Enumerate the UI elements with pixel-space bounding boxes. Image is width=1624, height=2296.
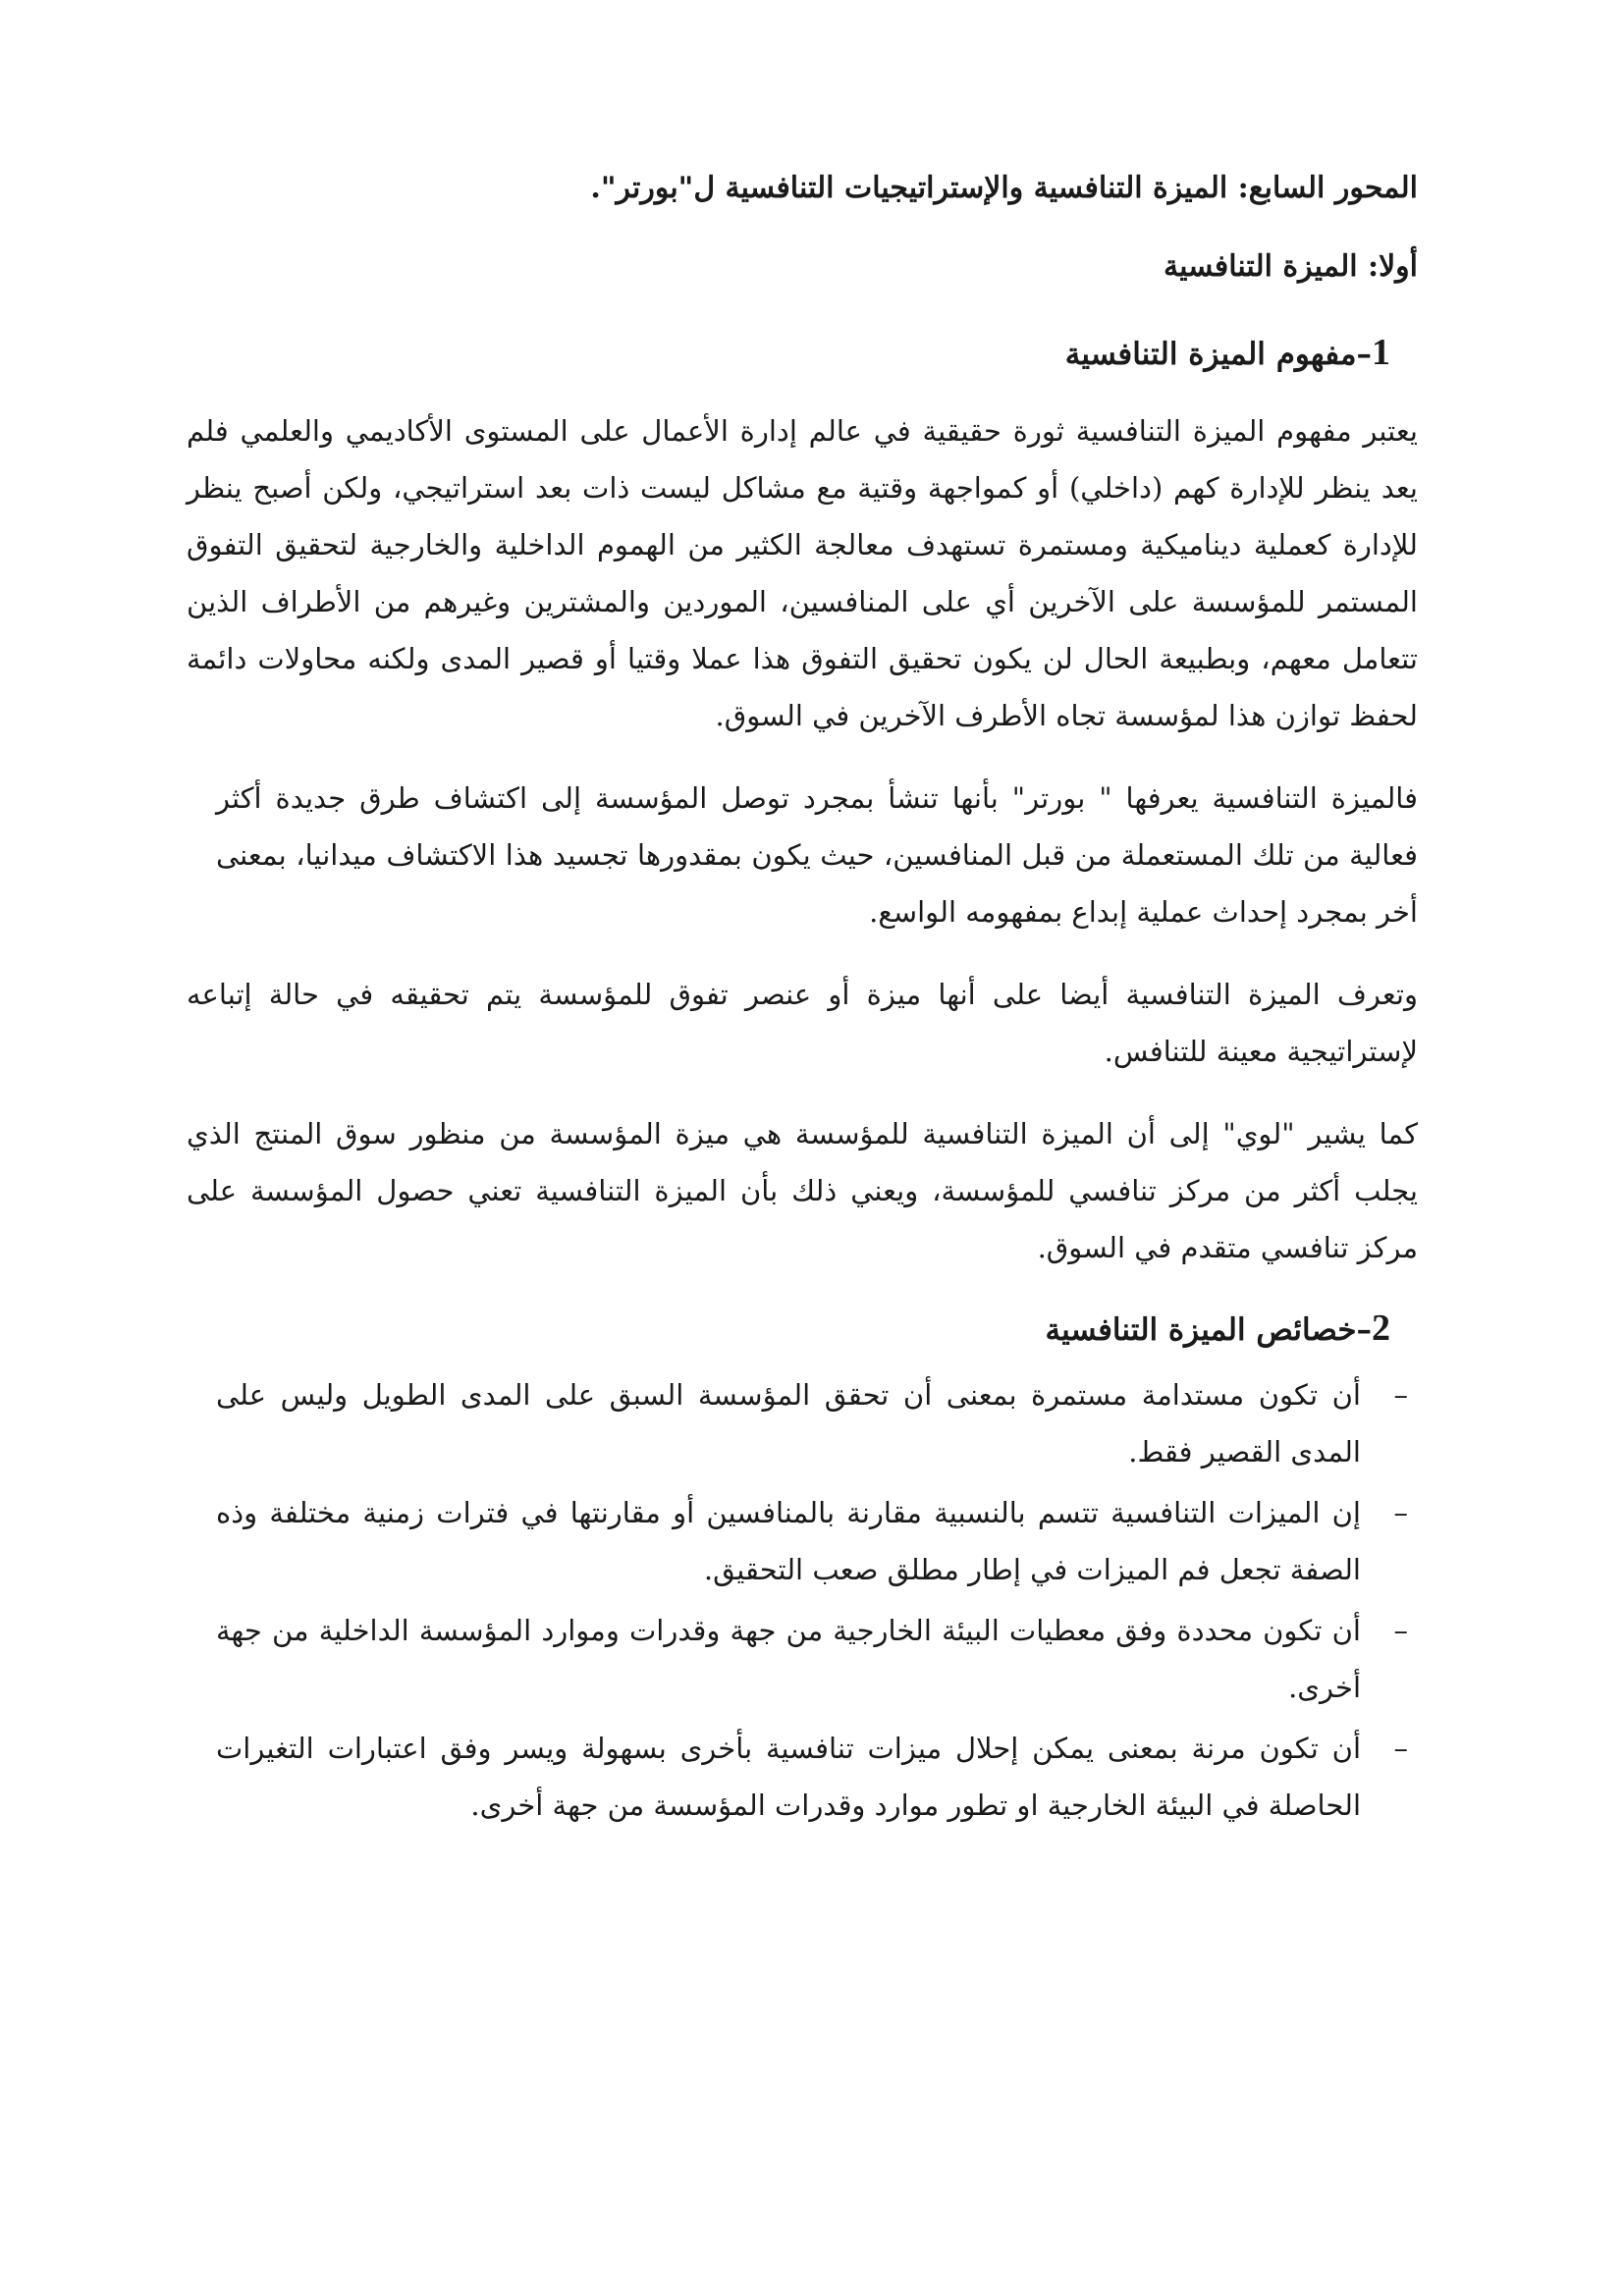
document-page bbox=[187, 147, 1418, 1838]
list-item-text: أن تكون مستدامة مستمرة بمعنى أن تحقق المؤسسة السبق على المدى الطويل وليس على المدى القصير فقط. bbox=[216, 1378, 1361, 1468]
list-item-text: أن تكون مرنة بمعنى يمكن إحلال ميزات تنافسية بأخرى بسهولة ويسر وفق اعتبارات التغيرات الحاصلة في البيئة الخارجية او تطور موارد وقدرات المؤسسة من جهة أخرى. bbox=[216, 1732, 1361, 1822]
paragraph: كما يشير "لوي" إلى أن الميزة التنافسية للمؤسسة هي ميزة المؤسسة من منظور سوق المنتج الذي يجلب أكثر من مركز تنافسي للمؤسسة، ويعني ذلك بأن الميزة التنافسية تعني حصول المؤسسة على مركز تنافسي متقدم في السوق. bbox=[187, 1117, 1418, 1264]
paragraph: وتعرف الميزة التنافسية أيضا على أنها ميزة أو عنصر تفوق للمؤسسة يتم تحقيقه في حالة إتباعه لإستراتيجية معينة للتنافس. bbox=[187, 978, 1418, 1068]
subsection-number: 1 bbox=[1372, 332, 1390, 373]
subsection-heading-1 bbox=[187, 330, 1390, 377]
subsection-label: –مفهوم الميزة التنافسية bbox=[1064, 337, 1372, 372]
list-item bbox=[216, 1484, 1418, 1598]
characteristics-list bbox=[187, 1366, 1418, 1834]
subsection-label: –خصائص الميزة التنافسية bbox=[1045, 1312, 1372, 1348]
bullet-dash: – bbox=[1393, 1378, 1408, 1412]
chapter-title: المحور السابع: الميزة التنافسية والإستراتيجيات التنافسية ل"بورتر". bbox=[590, 171, 1418, 205]
subsection-number: 2 bbox=[1372, 1308, 1390, 1349]
list-item bbox=[216, 1602, 1418, 1716]
subsection-heading-2 bbox=[187, 1306, 1390, 1353]
bullet-dash: – bbox=[1393, 1732, 1408, 1765]
list-item bbox=[216, 1720, 1418, 1834]
list-item bbox=[216, 1366, 1418, 1480]
paragraph: يعتبر مفهوم الميزة التنافسية ثورة حقيقية في عالم إدارة الأعمال على المستوى الأكاديمي والعلمي فلم يعد ينظر للإدارة كهم (داخلي) أو كمواجهة وقتية مع مشاكل ليست ذات بعد استراتيجي، ولكن أصبح ينظر للإدارة كعملية ديناميكية ومستمرة تستهدف معالجة الكثير من الهموم الداخلية والخارجية لتحقيق التفوق المستمر للمؤسسة على الآخرين أي على المنافسين، الموردين والمشترين وغيرهم من الأطراف الذين تتعامل معهم، وبطبيعة الحال لن يكون تحقيق التفوق هذا عملا وقتيا أو قصير المدى ولكنه محاولات دائمة لحفظ توازن هذا لمؤسسة تجاه الأطرف الآخرين في السوق. bbox=[187, 414, 1418, 732]
section-heading: أولا: الميزة التنافسية bbox=[1164, 249, 1418, 284]
paragraph: فالميزة التنافسية يعرفها " بورتر" بأنها تنشأ بمجرد توصل المؤسسة إلى اكتشاف طرق جديدة أكثر فعالية من تلك المستعملة من قبل المنافسين، حيث يكون بمقدورها تجسيد هذا الاكتشاف ميدانيا، بمعنى أخر بمجرد إحداث عملية إبداع بمفهومه الواسع. bbox=[216, 781, 1418, 929]
bullet-dash: – bbox=[1393, 1496, 1408, 1529]
list-item-text: إن الميزات التنافسية تتسم بالنسبية مقارنة بالمنافسين أو مقارنتها في فترات زمنية مختلفة وذه الصفة تجعل فم الميزات في إطار مطلق صعب التحقيق. bbox=[216, 1496, 1361, 1586]
bullet-dash: – bbox=[1393, 1614, 1408, 1647]
list-item-text: أن تكون محددة وفق معطيات البيئة الخارجية من جهة وقدرات وموارد المؤسسة الداخلية من جهة أخرى. bbox=[216, 1614, 1361, 1704]
